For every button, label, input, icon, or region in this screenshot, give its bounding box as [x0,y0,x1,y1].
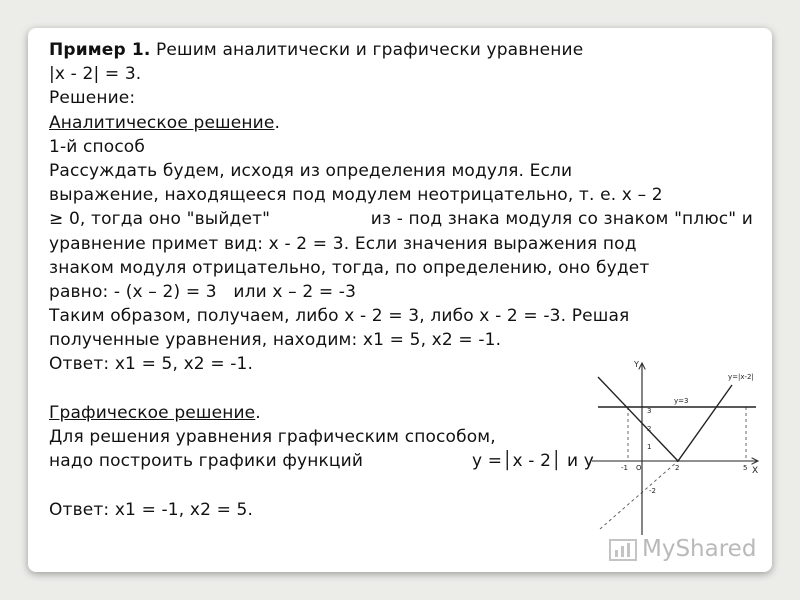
x-axis-label: X [752,466,759,476]
equation: |x - 2| = 3. [49,64,142,85]
analytic-heading-dot: . [274,112,281,133]
graphic-heading: Графическое решение [49,402,256,423]
paragraph1-line5: знаком модуля отрицательно, тогда, по определению, оно будет [49,257,650,278]
graphic-line1: Для решения уравнения графическим способом, [49,427,496,447]
paragraph1-line4: уравнение примет вид: х - 2 = 3. Если значения выражения под [49,233,637,254]
paragraph1-line1: Рассуждать будем, исходя из определения модуля. Если [49,160,573,181]
paragraph1-line3-b: из - под знака модуля со знаком "плюс" и [370,209,753,230]
title-text: Решим аналитически и графически уравнение [150,40,584,60]
solution-label: Решение: [49,88,136,109]
function-graph [590,355,770,535]
tick-x5: 5 [743,464,748,472]
y-axis-label: Y [634,360,639,369]
paragraph2-line2: полученные уравнения, находим: х1 = 5, х2 = -1. [49,330,502,351]
tick-xneg1: -1 [621,464,628,472]
graphic-line2 [49,449,594,473]
answer-2: Ответ: х1 = -1, х2 = 5. [49,499,254,520]
abs-graph [598,377,732,461]
graphic-line2-a: надо построить графики функций [49,451,364,472]
tick-y1: 1 [647,443,652,451]
paragraph1-line3 [49,207,753,231]
watermark-text: MyShared [642,536,757,562]
abs-label: y=|x-2| [728,373,754,381]
paragraph1-line6: равно: - (х – 2) = 3 или х – 2 = -3 [49,281,357,302]
example-label: Пример 1. [49,40,151,60]
graphic-line2-b: у =│х - 2│ и у [471,451,594,472]
tick-origin: O [636,464,642,472]
method-label: 1-й способ [49,136,145,157]
paragraph1-line3-a: ≥ 0, тогда оно "выйдет" [49,209,271,230]
analytic-heading-line [49,111,764,135]
tick-y2: 2 [647,425,652,433]
title-line [49,38,764,62]
bar-chart-icon [608,536,638,562]
y3-label: y=3 [674,397,689,405]
paragraph2-line1: Таким образом, получаем, либо х - 2 = 3, либо х - 2 = -3. Решая [49,306,630,327]
myshared-watermark [608,536,756,562]
graphic-heading-dot: . [255,402,261,423]
tick-y3: 3 [647,407,652,415]
paragraph1-line2: выражение, находящееся под модулем неотрицательно, т. е. х – 2 [49,185,663,206]
tick-yneg2: -2 [649,487,656,495]
tick-x2: 2 [675,464,680,472]
answer-1: Ответ: х1 = 5, х2 = -1. [49,354,254,375]
analytic-heading: Аналитическое решение [49,112,275,133]
